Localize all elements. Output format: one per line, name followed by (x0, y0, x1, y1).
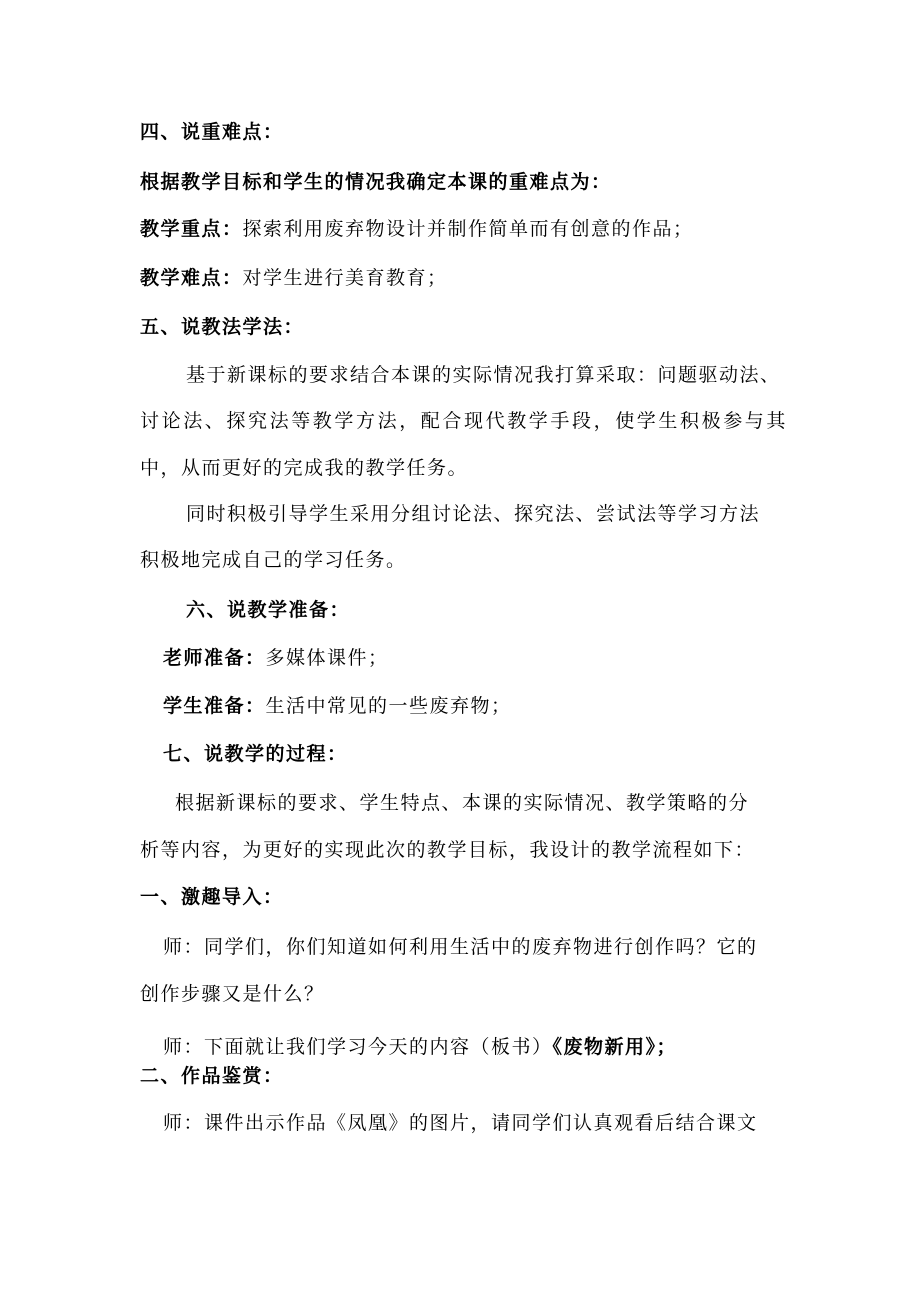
step2-heading: 二、作品鉴赏： (140, 1065, 284, 1087)
step1-t1-line1: 师：同学们，你们知道如何利用生活中的废弃物进行创作吗？它的 (163, 936, 758, 958)
step1-t2-line (163, 1034, 823, 1060)
lesson-title: 《废物新用》 (552, 1036, 657, 1058)
teacher-prep-text: 多媒体课件； (265, 647, 389, 669)
section7-p-line1: 根据新课标的要求、学生特点、本课的实际情况、教学策略的分 (175, 792, 750, 814)
section5-p2-line2: 积极地完成自己的学习任务。 (140, 549, 407, 571)
difficult-point-label: 教学难点： (140, 267, 243, 289)
section4-heading: 四、说重难点： (140, 121, 284, 143)
key-point-label: 教学重点： (140, 218, 243, 240)
difficult-point-text: 对学生进行美育教育； (242, 267, 448, 289)
section5-p2-line1: 同时积极引导学生采用分组讨论法、探究法、尝试法等学习方法 (186, 503, 761, 525)
section5-p1-line2: 讨论法、探究法等教学方法，配合现代教学手段，使学生积极参与其 (140, 410, 789, 432)
student-prep-label: 学生准备： (163, 695, 266, 717)
teacher-prep-line (163, 645, 823, 671)
step2-t1-line1: 师：课件出示作品《凤凰》的图片，请同学们认真观看后结合课文 (163, 1112, 758, 1134)
section7-heading: 七、说教学的过程： (163, 743, 348, 765)
section5-heading: 五、说教法学法： (140, 316, 305, 338)
key-point-line (140, 216, 800, 242)
section5-p1-line3: 中，从而更好的完成我的教学任务。 (140, 457, 469, 479)
section4-intro: 根据教学目标和学生的情况我确定本课的重难点为： (140, 171, 612, 193)
teacher-prep-label: 老师准备： (163, 647, 266, 669)
key-point-text: 探索利用废弃物设计并制作简单而有创意的作品； (242, 218, 694, 240)
step1-t1-line2: 创作步骤又是什么？ (140, 983, 325, 1005)
section7-p-line2: 析等内容，为更好的实现此次的教学目标，我设计的教学流程如下： (140, 839, 756, 861)
difficult-point-line (140, 265, 800, 291)
step1-t2-end: ； (656, 1036, 678, 1058)
step1-t2-text: 师：下面就让我们学习今天的内容（板书） (163, 1036, 553, 1058)
student-prep-text: 生活中常见的一些废弃物； (265, 695, 512, 717)
section5-p1-line1: 基于新课标的要求结合本课的实际情况我打算采取：问题驱动法、 (186, 364, 781, 386)
student-prep-line (163, 693, 823, 719)
section6-heading: 六、说教学准备： (186, 599, 351, 621)
step1-heading: 一、激趣导入： (140, 886, 284, 908)
